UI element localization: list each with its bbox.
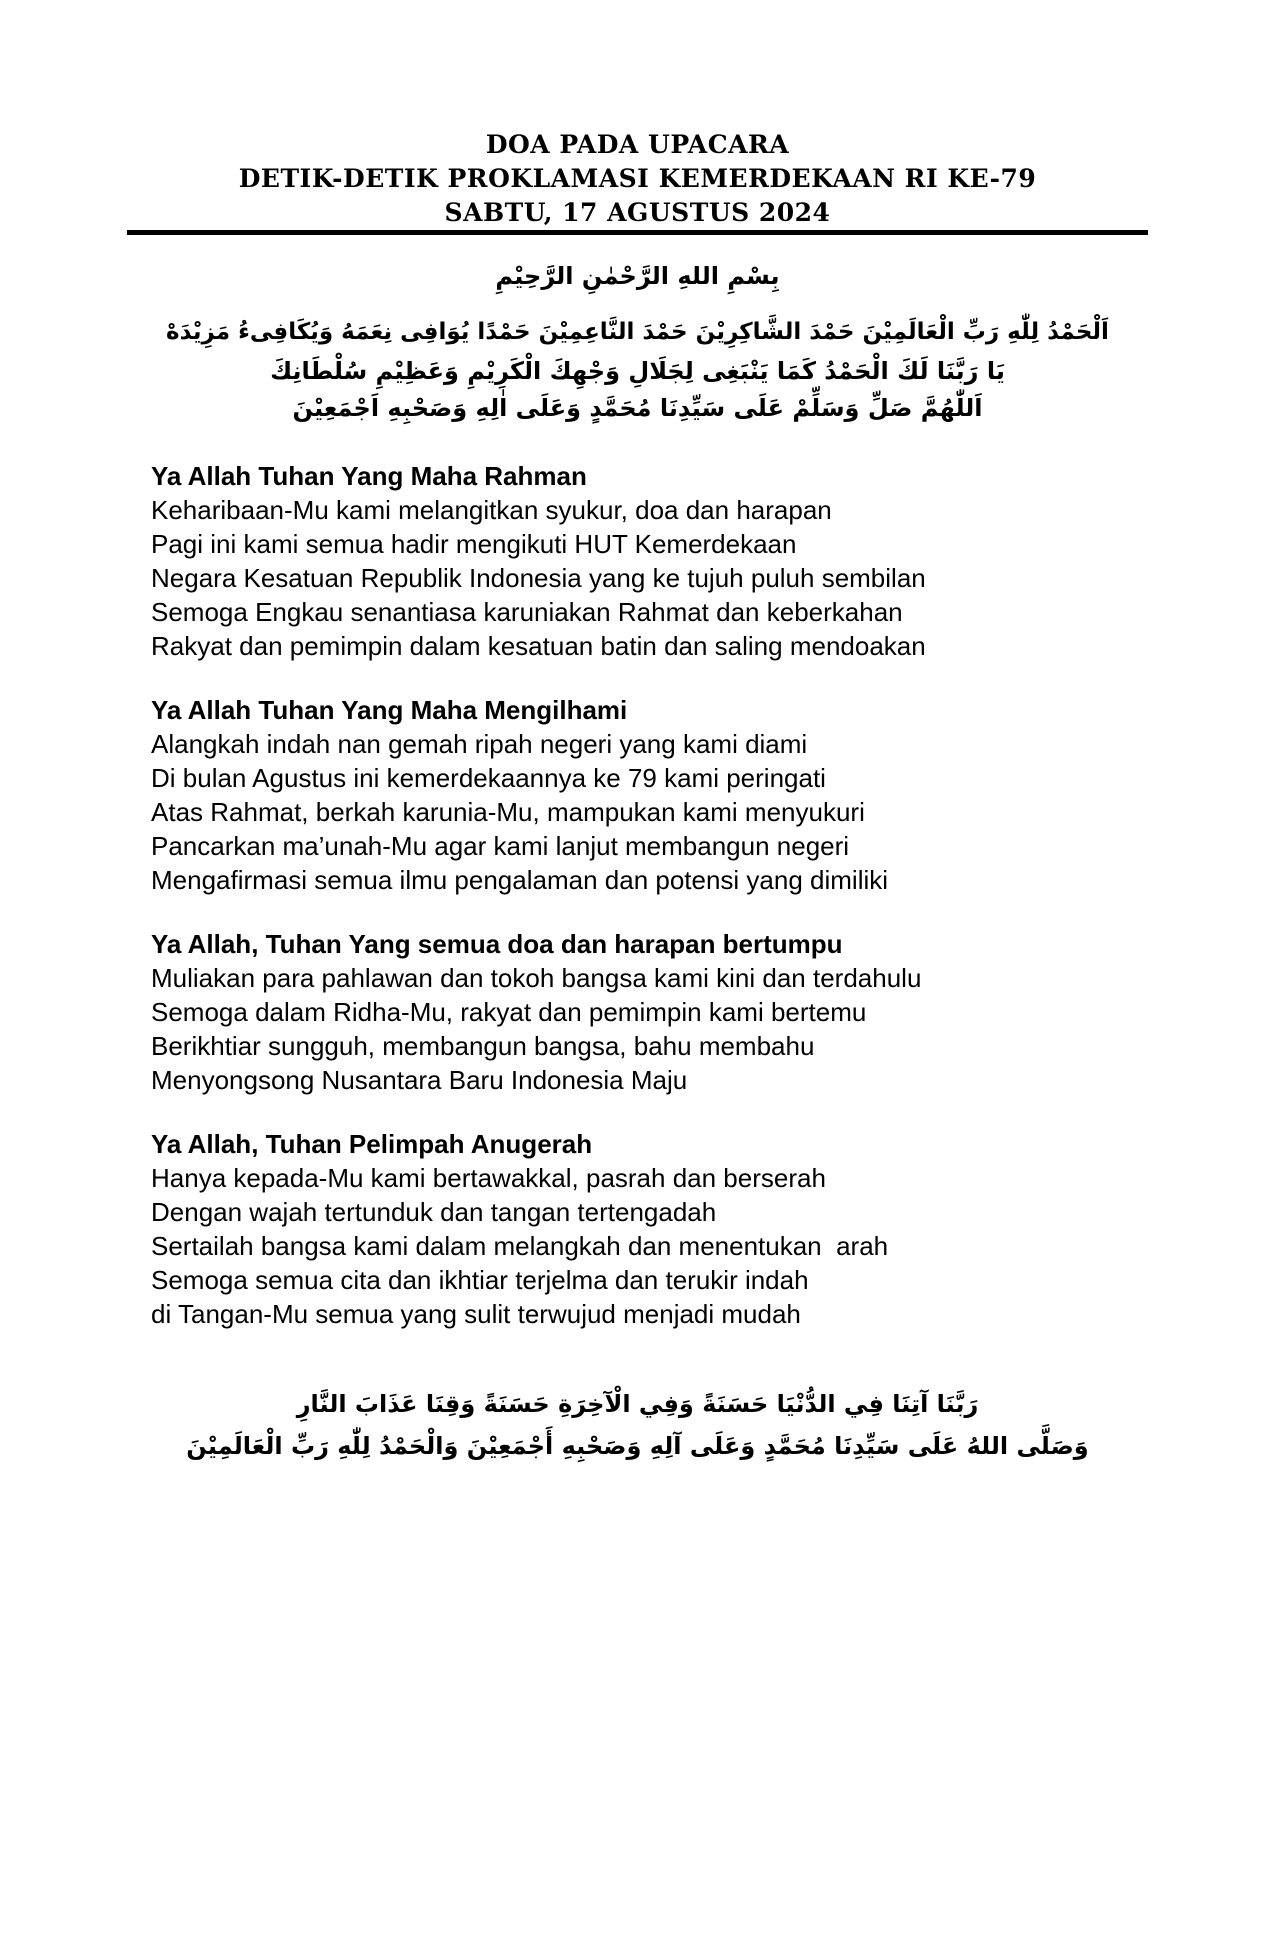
stanza-line: Mengafirmasi semua ilmu pengalaman dan potensi yang dimiliki: [151, 865, 889, 895]
arabic-opening-line: اَلْحَمْدُ لِلّٰهِ رَبِّ الْعَالَمِيْنَ حَمْدَ الشَّاكِرِيْنَ حَمْدَ النَّاعِمِيْنَ حَمْدًا يُوَافِى نِعَمَهُ وَيُكَافِىءُ مَزِيْدَهْ: [166, 319, 1109, 345]
stanza-line: Atas Rahmat, berkah karunia-Mu, mampukan kami menyukuri: [151, 797, 865, 827]
arabic-opening-line: اَللّٰهُمَّ صَلِّ وَسَلِّمْ عَلَى سَيِّدِنَا مُحَمَّدٍ وَعَلَى اٰلِهِ وَصَحْبِهِ اَجْمَعِيْنَ: [292, 394, 983, 422]
stanza-line: Muliakan para pahlawan dan tokoh bangsa kami kini dan terdahulu: [151, 963, 922, 993]
stanza-line: di Tangan-Mu semua yang sulit terwujud menjadi mudah: [151, 1299, 801, 1329]
arabic-closing-line: رَبَّنَا آتِنَا فِي الدُّنْيَا حَسَنَةً وَفِي الْآخِرَةِ حَسَنَةً وَقِنَا عَذَابَ النَّارِ: [296, 1390, 979, 1418]
stanza-heading: Ya Allah, Tuhan Yang semua doa dan harapan bertumpu: [151, 929, 843, 959]
stanza-line: Berikhtiar sungguh, membangun bangsa, bahu membahu: [151, 1031, 815, 1061]
stanza-line: Alangkah indah nan gemah ripah negeri yang kami diami: [151, 729, 808, 759]
stanza-line: Pancarkan ma’unah-Mu agar kami lanjut membangun negeri: [151, 831, 850, 861]
arabic-closing-line: وَصَلَّى اللهُ عَلَى سَيِّدِنَا مُحَمَّدٍ وَعَلَى آلِهِ وَصَحْبِهِ أَجْمَعِيْنَ وَالْحَمْدُ لِلّٰهِ رَبِّ الْعَالَمِيْنَ: [186, 1432, 1089, 1460]
stanza-line: Rakyat dan pemimpin dalam kesatuan batin dan saling mendoakan: [151, 631, 926, 661]
stanza-line: Sertailah bangsa kami dalam melangkah dan menentukan arah: [151, 1231, 889, 1261]
header-divider: [127, 230, 1148, 235]
document-title: DOA PADA UPACARA: [485, 130, 790, 159]
stanza-line: Menyongsong Nusantara Baru Indonesia Maju: [151, 1065, 688, 1095]
stanza-line: Negara Kesatuan Republik Indonesia yang ke tujuh puluh sembilan: [151, 563, 926, 593]
stanza-heading: Ya Allah Tuhan Yang Maha Mengilhami: [151, 695, 628, 725]
prayer-stanza-2: [151, 693, 888, 897]
stanza-line: Semoga Engkau senantiasa karuniakan Rahmat dan keberkahan: [151, 597, 903, 627]
arabic-opening-line: يَا رَبَّنَا لَكَ الْحَمْدُ كَمَا يَنْبَغِى لِجَلَالِ وَجْهِكَ الْكَرِيْمِ وَعَظِيْمِ سُلْطَانِكَ: [270, 357, 1005, 385]
stanza-line: Dengan wajah tertunduk dan tangan tertengadah: [151, 1197, 717, 1227]
stanza-heading: Ya Allah Tuhan Yang Maha Rahman: [151, 461, 587, 491]
document-subtitle: DETIK-DETIK PROKLAMASI KEMERDEKAAN RI KE-79: [238, 164, 1037, 193]
stanza-line: Pagi ini kami semua hadir mengikuti HUT Kemerdekaan: [151, 529, 797, 559]
arabic-basmalah: بِسْمِ اللهِ الرَّحْمٰنِ الرَّحِيْمِ: [495, 262, 780, 290]
document-date: SABTU, 17 AGUSTUS 2024: [444, 198, 831, 227]
stanza-line: Semoga dalam Ridha-Mu, rakyat dan pemimpin kami bertemu: [151, 997, 867, 1027]
stanza-line: Hanya kepada-Mu kami bertawakkal, pasrah dan berserah: [151, 1163, 826, 1193]
stanza-line: Keharibaan-Mu kami melangitkan syukur, doa dan harapan: [151, 495, 832, 525]
stanza-line: Di bulan Agustus ini kemerdekaannya ke 79 kami peringati: [151, 763, 826, 793]
stanza-heading: Ya Allah, Tuhan Pelimpah Anugerah: [151, 1129, 593, 1159]
prayer-stanza-1: [151, 459, 926, 663]
stanza-line: Semoga semua cita dan ikhtiar terjelma dan terukir indah: [151, 1265, 809, 1295]
prayer-stanza-3: [151, 927, 921, 1097]
prayer-stanza-4: [151, 1127, 888, 1331]
